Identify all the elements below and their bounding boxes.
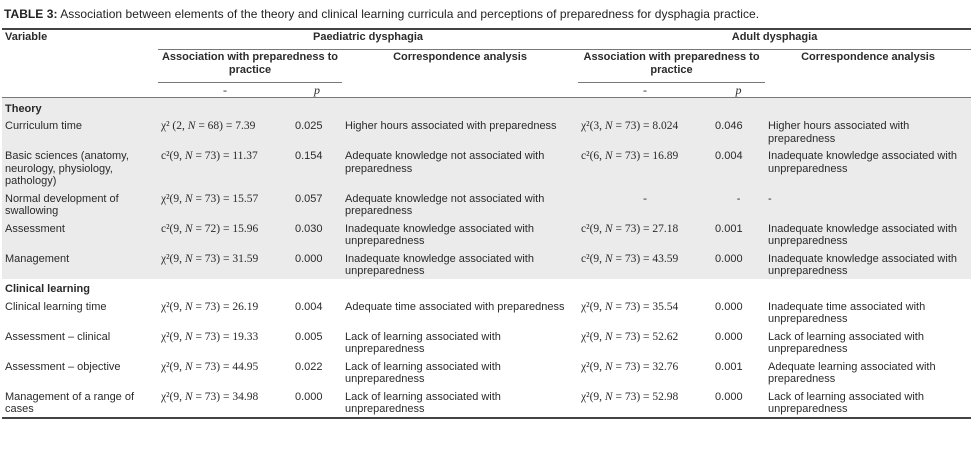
table-row [2,219,971,249]
adu-correspondence-cell: Inadequate knowledge associated with unpreparedness [765,146,971,189]
header-ped-association: Association with preparedness to practice [158,50,342,83]
header-adult: Adult dysphagia [578,29,971,50]
ped-stat-cell: χ²(9, N = 73) = 19.33 [161,330,259,343]
adu-p-cell: 0.001 [715,360,743,373]
header-adu-p: p [712,83,765,98]
ped-stat-cell: χ²(9, N = 73) = 44.95 [161,360,259,373]
ped-correspondence-cell: Lack of learning associated with unpreparedness [345,330,501,355]
ped-stat-cell: χ² (2, N = 68) = 7.39 [158,116,292,146]
section-title: Clinical learning [5,283,90,295]
ped-p-cell: 0.057 [292,189,342,219]
adu-p-cell: 0.000 [715,330,743,343]
adu-p-cell: - [712,189,765,219]
ped-stat-cell: χ²(9, N = 73) = 15.57 [158,189,292,219]
adu-stat-cell: - [578,189,712,219]
header-variable: Variable [2,29,158,83]
variable-cell: Clinical learning time [5,300,107,313]
ped-correspondence-cell: Adequate time associated with preparedness [345,300,565,313]
caption-text: Association between elements of the theory and clinical learning curricula and perceptions of preparedness for dysphagia practice. [57,7,760,21]
adu-correspondence-cell: - [765,189,971,219]
header-ped-dash: - [158,83,292,98]
caption-label: TABLE 3: [4,7,58,21]
variable-cell: Assessment – clinical [5,330,111,343]
ped-correspondence-cell: Adequate knowledge not associated with preparedness [342,189,578,219]
adu-stat-cell: χ²(9, N = 73) = 35.54 [581,300,679,313]
ped-stat-cell: χ²(9, N = 73) = 26.19 [161,300,259,313]
table-row [2,249,971,279]
section-header-row [2,98,971,117]
ped-correspondence-cell: Adequate knowledge not associated with preparedness [342,146,578,189]
variable-cell: Management of a range of cases [2,387,158,418]
adu-p-cell: 0.046 [712,116,765,146]
ped-p-cell: 0.000 [292,249,342,279]
adu-correspondence-cell: Higher hours associated with preparedness [765,116,971,146]
association-table [2,28,971,419]
adu-p-cell: 0.000 [715,300,743,313]
ped-p-cell: 0.025 [292,116,342,146]
adu-p-cell: 0.004 [712,146,765,189]
ped-correspondence-cell: Lack of learning associated with unpreparedness [345,360,501,385]
header-paediatric: Paediatric dysphagia [158,29,578,50]
section-header-row [2,279,971,297]
table-caption [4,7,759,21]
ped-p-cell: 0.004 [295,300,323,313]
variable-cell: Assessment – objective [5,360,121,373]
adu-correspondence-cell: Inadequate time associated with unpreparedness [768,300,926,325]
adu-stat-cell: χ²(9, N = 73) = 52.62 [581,330,679,343]
ped-stat-cell: c²(9, N = 73) = 11.37 [158,146,292,189]
ped-stat-cell: χ²(9, N = 73) = 34.98 [158,387,292,418]
table-row [2,357,971,387]
table-body [2,98,971,418]
adu-stat-cell: c²(6, N = 73) = 16.89 [578,146,712,189]
table-row [2,189,971,219]
ped-p-cell: 0.030 [292,219,342,249]
adu-p-cell: 0.000 [712,249,765,279]
variable-cell: Management [2,249,158,279]
adu-correspondence-cell: Lack of learning associated with unpreparedness [768,330,924,355]
ped-p-cell: 0.154 [292,146,342,189]
adu-stat-cell: χ²(9, N = 73) = 32.76 [581,360,679,373]
ped-stat-cell: χ²(9, N = 73) = 31.59 [158,249,292,279]
ped-p-cell: 0.005 [295,330,323,343]
table-row [2,146,971,189]
table-row [2,387,971,418]
ped-p-cell: 0.000 [292,387,342,418]
header-ped-correspondence: Correspondence analysis [393,51,527,63]
section-title: Theory [2,98,971,117]
variable-cell: Curriculum time [2,116,158,146]
adu-correspondence-cell: Adequate learning associated with preparedness [768,360,936,385]
header-blank [342,83,578,98]
header-blank [765,83,971,98]
variable-cell: Basic sciences (anatomy, neurology, physiology, pathology) [2,146,158,189]
table-row [2,327,971,357]
ped-correspondence-cell: Higher hours associated with preparedness [342,116,578,146]
adu-p-cell: 0.001 [712,219,765,249]
ped-stat-cell: c²(9, N = 72) = 15.96 [158,219,292,249]
ped-correspondence-cell: Inadequate knowledge associated with unpreparedness [342,249,578,279]
ped-p-cell: 0.022 [295,360,323,373]
header-adu-association: Association with preparedness to practice [578,50,765,83]
adu-stat-cell: χ²(9, N = 73) = 52.98 [578,387,712,418]
adu-stat-cell: c²(9, N = 73) = 43.59 [578,249,712,279]
adu-correspondence-cell: Inadequate knowledge associated with unpreparedness [765,249,971,279]
adu-correspondence-cell: Inadequate knowledge associated with unpreparedness [765,219,971,249]
header-blank [2,83,158,98]
adu-stat-cell: χ²(3, N = 73) = 8.024 [578,116,712,146]
header-ped-p: p [292,83,342,98]
adu-correspondence-cell: Lack of learning associated with unpreparedness [765,387,971,418]
adu-p-cell: 0.000 [712,387,765,418]
adu-stat-cell: c²(9, N = 73) = 27.18 [578,219,712,249]
variable-cell: Assessment [2,219,158,249]
table-row [2,297,971,327]
ped-correspondence-cell: Lack of learning associated with unpreparedness [342,387,578,418]
ped-correspondence-cell: Inadequate knowledge associated with unpreparedness [342,219,578,249]
header-adu-correspondence: Correspondence analysis [801,51,935,63]
table-row [2,116,971,146]
header-adu-dash: - [578,83,712,98]
variable-cell: Normal development of swallowing [2,189,158,219]
